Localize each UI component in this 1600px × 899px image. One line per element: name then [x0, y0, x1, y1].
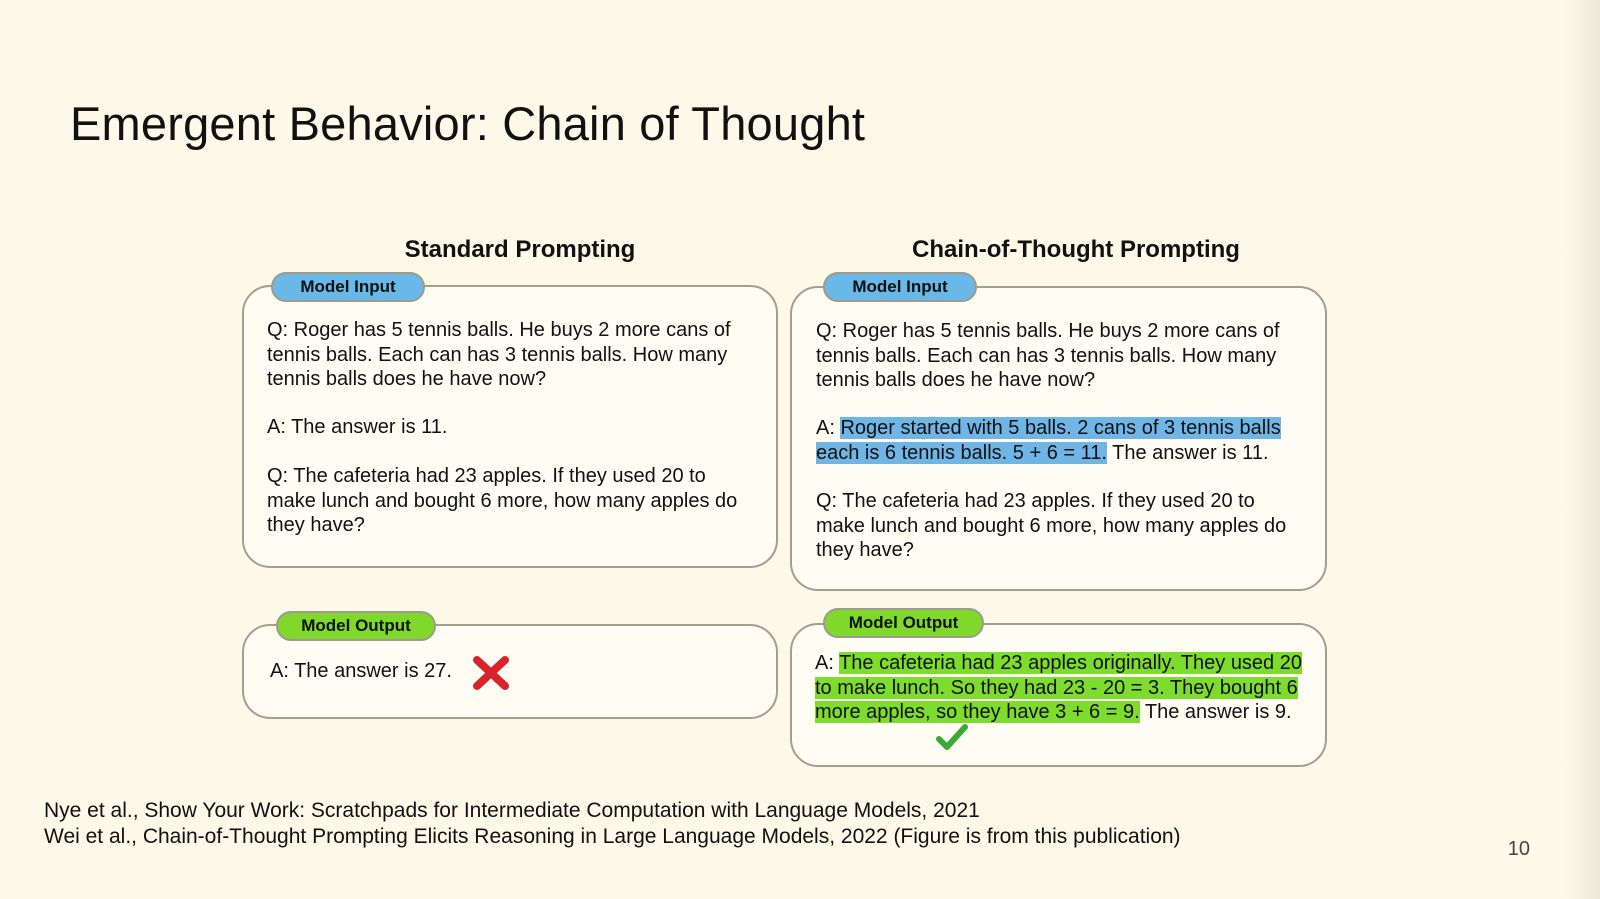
reference-wei: Wei et al., Chain-of-Thought Prompting Elicits Reasoning in Large Language Models, 2022 (Figure is from this publication)	[44, 825, 1181, 848]
red-x-icon	[472, 655, 510, 691]
slide-title: Emergent Behavior: Chain of Thought	[70, 97, 866, 150]
cot-input-question-1: Q: Roger has 5 tennis balls. He buys 2 more cans of tennis balls. Each can has 3 tennis balls. How many tennis balls does he have now?	[816, 320, 1280, 391]
slide-edge-shadow	[1566, 0, 1600, 899]
reference-nye: Nye et al., Show Your Work: Scratchpads for Intermediate Computation with Language Models, 2021	[44, 799, 980, 822]
standard-input-question-1: Q: Roger has 5 tennis balls. He buys 2 more cans of tennis balls. Each can has 3 tennis balls. How many tennis balls does he have now?	[267, 319, 731, 390]
cot-prompting-heading: Chain-of-Thought Prompting	[912, 236, 1240, 263]
standard-model-output-tag: Model Output	[276, 611, 436, 641]
cot-output-text	[815, 651, 1315, 725]
standard-input-question-2: Q: The cafeteria had 23 apples. If they used 20 to make lunch and bought 6 more, how many apples do they have?	[267, 465, 738, 536]
standard-prompting-heading: Standard Prompting	[404, 236, 636, 263]
page-number: 10	[1507, 838, 1530, 860]
cot-answer-suffix: The answer is 11.	[1106, 441, 1269, 464]
cot-output-prefix: A:	[815, 652, 840, 674]
standard-input-answer-1: A: The answer is 11.	[267, 416, 448, 438]
cot-model-output-tag: Model Output	[823, 608, 984, 638]
cot-input-question-2: Q: The cafeteria had 23 apples. If they used 20 to make lunch and bought 6 more, how many apples do they have?	[816, 490, 1287, 561]
cot-input-answer-1	[816, 416, 1316, 465]
cot-answer-prefix: A:	[816, 417, 841, 439]
cot-output-suffix: The answer is 9.	[1139, 701, 1292, 723]
green-check-icon	[936, 724, 968, 752]
cot-output-reasoning-highlight: The cafeteria had 23 apples originally. They used 20 to make lunch. So they had 23 - 20 = 3. They bought 6 more apples, so they have 3 + 6 = 9.	[815, 652, 1302, 723]
cot-model-input-tag: Model Input	[823, 272, 977, 302]
cot-reasoning-highlight: Roger started with 5 balls. 2 cans of 3 tennis balls each is 6 tennis balls. 5 + 6 = 11.	[816, 417, 1281, 464]
standard-model-input-tag: Model Input	[271, 272, 425, 302]
references	[44, 798, 1181, 850]
standard-output-text: A: The answer is 27.	[270, 660, 452, 682]
